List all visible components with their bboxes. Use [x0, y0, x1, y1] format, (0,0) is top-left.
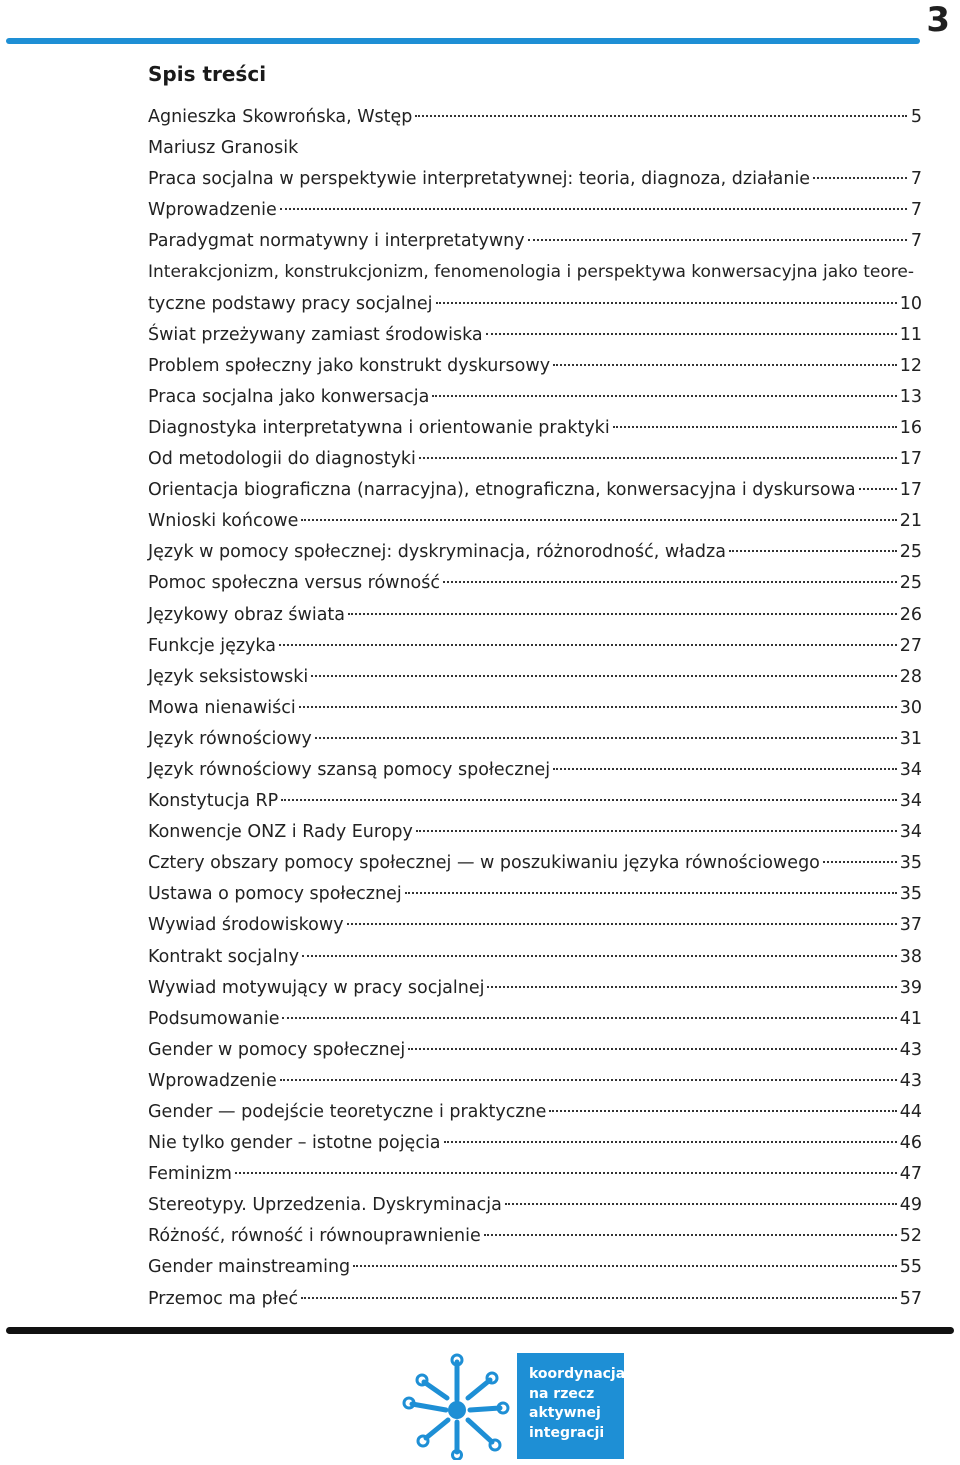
toc-entry-title: Wywiad motywujący w pracy socjalnej [148, 977, 485, 998]
dot-leader [347, 923, 897, 925]
toc-entry-title: tyczne podstawy pracy socjalnej [148, 293, 433, 314]
dot-leader [279, 644, 897, 646]
toc-entry-title: Wnioski końcowe [148, 511, 299, 532]
toc-entry[interactable] [148, 662, 922, 693]
toc-entry[interactable] [148, 164, 922, 195]
network-logo-icon [402, 1352, 512, 1460]
dot-leader [823, 861, 897, 863]
toc-entry[interactable] [148, 257, 922, 288]
toc-entry[interactable] [148, 289, 922, 320]
toc-entry-page: 38 [899, 946, 922, 967]
toc-entry-page: 35 [899, 884, 922, 905]
toc-entry-page: 46 [899, 1133, 922, 1154]
dot-leader [859, 488, 897, 490]
toc-entry-page: 16 [899, 417, 922, 438]
toc-entry-title: Wprowadzenie [148, 200, 277, 221]
toc-entry[interactable] [148, 848, 922, 879]
toc-entry-page: 28 [899, 666, 922, 687]
toc-entry-title: Gender mainstreaming [148, 1257, 351, 1278]
toc-entry-page: 34 [899, 791, 922, 812]
dot-leader [282, 1017, 896, 1019]
toc-entry[interactable] [148, 724, 922, 755]
toc-entry[interactable] [148, 1284, 922, 1315]
toc-entry-title: Nie tylko gender – istotne pojęcia [148, 1133, 441, 1154]
toc-entry-page: 49 [899, 1195, 922, 1216]
toc-entry-title: Gender — podejście teoretyczne i praktyczne [148, 1102, 547, 1122]
toc-entry-title: Problem społeczny jako konstrukt dyskursowy [148, 355, 551, 376]
toc-entry-page: 17 [899, 449, 922, 470]
toc-entry[interactable] [148, 973, 922, 1004]
toc-entry-title: Agnieszka Skowrońska, Wstęp [148, 107, 413, 127]
dot-leader [436, 302, 897, 304]
toc-entry-title: Paradygmat normatywny i interpretatywny [148, 231, 525, 252]
toc-entry-title: Cztery obszary pomocy społecznej — w poszukiwaniu języka równościowego [148, 853, 820, 874]
dot-leader [419, 457, 897, 459]
toc-entry[interactable] [148, 817, 922, 848]
toc-entry[interactable] [148, 195, 922, 226]
toc-entry[interactable] [148, 631, 922, 662]
toc-entry-title: Mariusz Granosik [148, 138, 299, 159]
dot-leader [505, 1203, 897, 1205]
logo-line-4: integracji [529, 1424, 605, 1441]
dot-leader [729, 550, 897, 552]
toc-entry[interactable] [148, 1252, 922, 1283]
toc-entry-title: Język seksistowski [148, 666, 309, 687]
table-of-contents [148, 102, 922, 1315]
toc-entry-page: 47 [899, 1164, 922, 1185]
dot-leader [613, 426, 897, 428]
toc-entry[interactable] [148, 1035, 922, 1066]
toc-entry-title: Interakcjonizm, konstrukcjonizm, fenomenologia i perspektywa konwersacyjna jako teore- [148, 262, 914, 283]
toc-entry-page: 7 [910, 231, 922, 252]
top-rule [6, 38, 920, 44]
toc-entry-page: 17 [899, 480, 922, 501]
toc-entry-page: 37 [899, 915, 922, 936]
toc-entry-title: Konstytucja RP [148, 791, 279, 812]
page-number: 3 [926, 0, 950, 40]
toc-entry[interactable] [148, 1159, 922, 1190]
logo-line-3: aktywnej [529, 1405, 601, 1421]
toc-entry-page: 25 [899, 573, 922, 594]
toc-entry-page: 26 [899, 604, 922, 625]
dot-leader [549, 1110, 896, 1112]
toc-entry-page: 25 [899, 542, 922, 563]
toc-entry-title: Stereotypy. Uprzedzenia. Dyskryminacja [148, 1195, 502, 1216]
toc-entry[interactable] [148, 568, 922, 599]
toc-entry-page: 41 [899, 1008, 922, 1029]
toc-entry-title: Diagnostyka interpretatywna i orientowanie praktyki [148, 417, 610, 438]
toc-entry[interactable] [148, 413, 922, 444]
toc-entry-title: Ustawa o pomocy społecznej [148, 884, 402, 905]
toc-entry-page: 13 [899, 386, 922, 407]
dot-leader [484, 1234, 897, 1236]
dot-leader [416, 830, 897, 832]
toc-entry-page: 31 [899, 728, 922, 749]
toc-entry-title: Wprowadzenie [148, 1070, 277, 1091]
toc-entry[interactable] [148, 755, 922, 786]
toc-entry[interactable] [148, 382, 922, 413]
toc-entry[interactable] [148, 1128, 922, 1159]
toc-entry-title: Różność, równość i równouprawnienie [148, 1226, 481, 1247]
toc-entry-title: Pomoc społeczna versus równość [148, 573, 441, 594]
toc-entry-page: 27 [899, 635, 922, 656]
dot-leader [486, 333, 897, 335]
toc-entry-page: 35 [899, 853, 922, 874]
toc-entry-page: 10 [899, 293, 922, 314]
toc-entry-title: Konwencje ONZ i Rady Europy [148, 822, 413, 843]
toc-entry-title: Językowy obraz świata [148, 604, 346, 625]
toc-entry-title: Podsumowanie [148, 1008, 280, 1029]
toc-entry[interactable] [148, 879, 922, 910]
toc-entry-page: 57 [899, 1288, 922, 1309]
dot-leader [553, 364, 897, 366]
toc-entry-page: 5 [910, 107, 922, 127]
dot-leader [528, 239, 907, 241]
dot-leader [299, 706, 897, 708]
toc-entry[interactable] [148, 475, 922, 506]
toc-entry-title: Gender w pomocy społecznej [148, 1039, 406, 1060]
logo-line-2: na rzecz [529, 1385, 595, 1402]
toc-entry[interactable] [148, 226, 922, 257]
toc-entry-title: Praca socjalna w perspektywie interpretatywnej: teoria, diagnoza, działanie [148, 169, 811, 190]
toc-entry-page: 44 [899, 1102, 922, 1122]
toc-entry-title: Świat przeżywany zamiast środowiska [148, 324, 483, 345]
toc-entry[interactable] [148, 1097, 922, 1128]
dot-leader [553, 768, 897, 770]
toc-entry-page: 55 [899, 1257, 922, 1278]
logo-line-1: koordynacja [529, 1366, 626, 1382]
toc-entry[interactable] [148, 693, 922, 724]
toc-entry[interactable] [148, 600, 922, 631]
dot-leader [281, 799, 897, 801]
toc-entry-page: 30 [899, 697, 922, 718]
toc-entry-title: Orientacja biograficzna (narracyjna), etnograficzna, konwersacyjna i dyskursowa [148, 480, 856, 501]
toc-entry-title: Język równościowy [148, 728, 312, 749]
dot-leader [444, 1141, 897, 1143]
toc-entry[interactable] [148, 351, 922, 382]
toc-entry-page: 34 [899, 822, 922, 843]
dot-leader [415, 115, 907, 117]
toc-entry-title: Funkcje języka [148, 635, 276, 656]
bottom-rule [6, 1327, 954, 1334]
toc-entry-page: 43 [899, 1039, 922, 1060]
toc-entry-title: Język równościowy szansą pomocy społecznej [148, 759, 551, 780]
toc-entry-title: Język w pomocy społecznej: dyskryminacja, różnorodność, władza [148, 542, 726, 563]
dot-leader [443, 581, 897, 583]
toc-entry[interactable] [148, 1221, 922, 1252]
toc-entry[interactable] [148, 444, 922, 475]
toc-entry[interactable] [148, 133, 922, 164]
dot-leader [301, 1297, 897, 1299]
dot-leader [315, 737, 897, 739]
dot-leader [405, 892, 897, 894]
toc-entry-title: Od metodologii do diagnostyki [148, 449, 416, 470]
toc-entry[interactable] [148, 786, 922, 817]
dot-leader [302, 955, 897, 957]
toc-entry[interactable] [148, 942, 922, 973]
dot-leader [353, 1265, 897, 1267]
toc-entry-page: 39 [899, 977, 922, 998]
toc-entry-title: Mowa nienawiści [148, 697, 296, 718]
toc-entry-page: 34 [899, 759, 922, 780]
toc-entry-title: Praca socjalna jako konwersacja [148, 386, 430, 407]
toc-entry-title: Przemoc ma płeć [148, 1288, 299, 1309]
toc-entry-page: 12 [899, 355, 922, 376]
dot-leader [348, 613, 897, 615]
toc-entry-page: 7 [910, 169, 922, 190]
dot-leader [301, 519, 896, 521]
dot-leader [280, 208, 907, 210]
dot-leader [311, 675, 896, 677]
dot-leader [408, 1048, 896, 1050]
toc-entry[interactable] [148, 506, 922, 537]
toc-entry[interactable] [148, 1190, 922, 1221]
toc-entry[interactable] [148, 1004, 922, 1035]
dot-leader [280, 1079, 897, 1081]
toc-entry-title: Feminizm [148, 1164, 232, 1185]
toc-entry[interactable] [148, 910, 922, 941]
toc-entry-page: 21 [899, 511, 922, 532]
toc-entry[interactable] [148, 1066, 922, 1097]
toc-entry[interactable] [148, 102, 922, 133]
dot-leader [487, 986, 896, 988]
toc-entry-page: 7 [910, 200, 922, 221]
toc-entry-page: 52 [899, 1226, 922, 1247]
logo-text-box [517, 1353, 624, 1459]
toc-entry[interactable] [148, 537, 922, 568]
toc-entry-page: 11 [899, 324, 922, 345]
toc-entry[interactable] [148, 320, 922, 351]
toc-entry-title: Kontrakt socjalny [148, 946, 300, 967]
toc-entry-title: Wywiad środowiskowy [148, 915, 344, 936]
dot-leader [432, 395, 896, 397]
dot-leader [235, 1172, 897, 1174]
dot-leader [813, 177, 907, 179]
toc-heading: Spis treści [148, 62, 267, 86]
toc-entry-page: 43 [899, 1070, 922, 1091]
